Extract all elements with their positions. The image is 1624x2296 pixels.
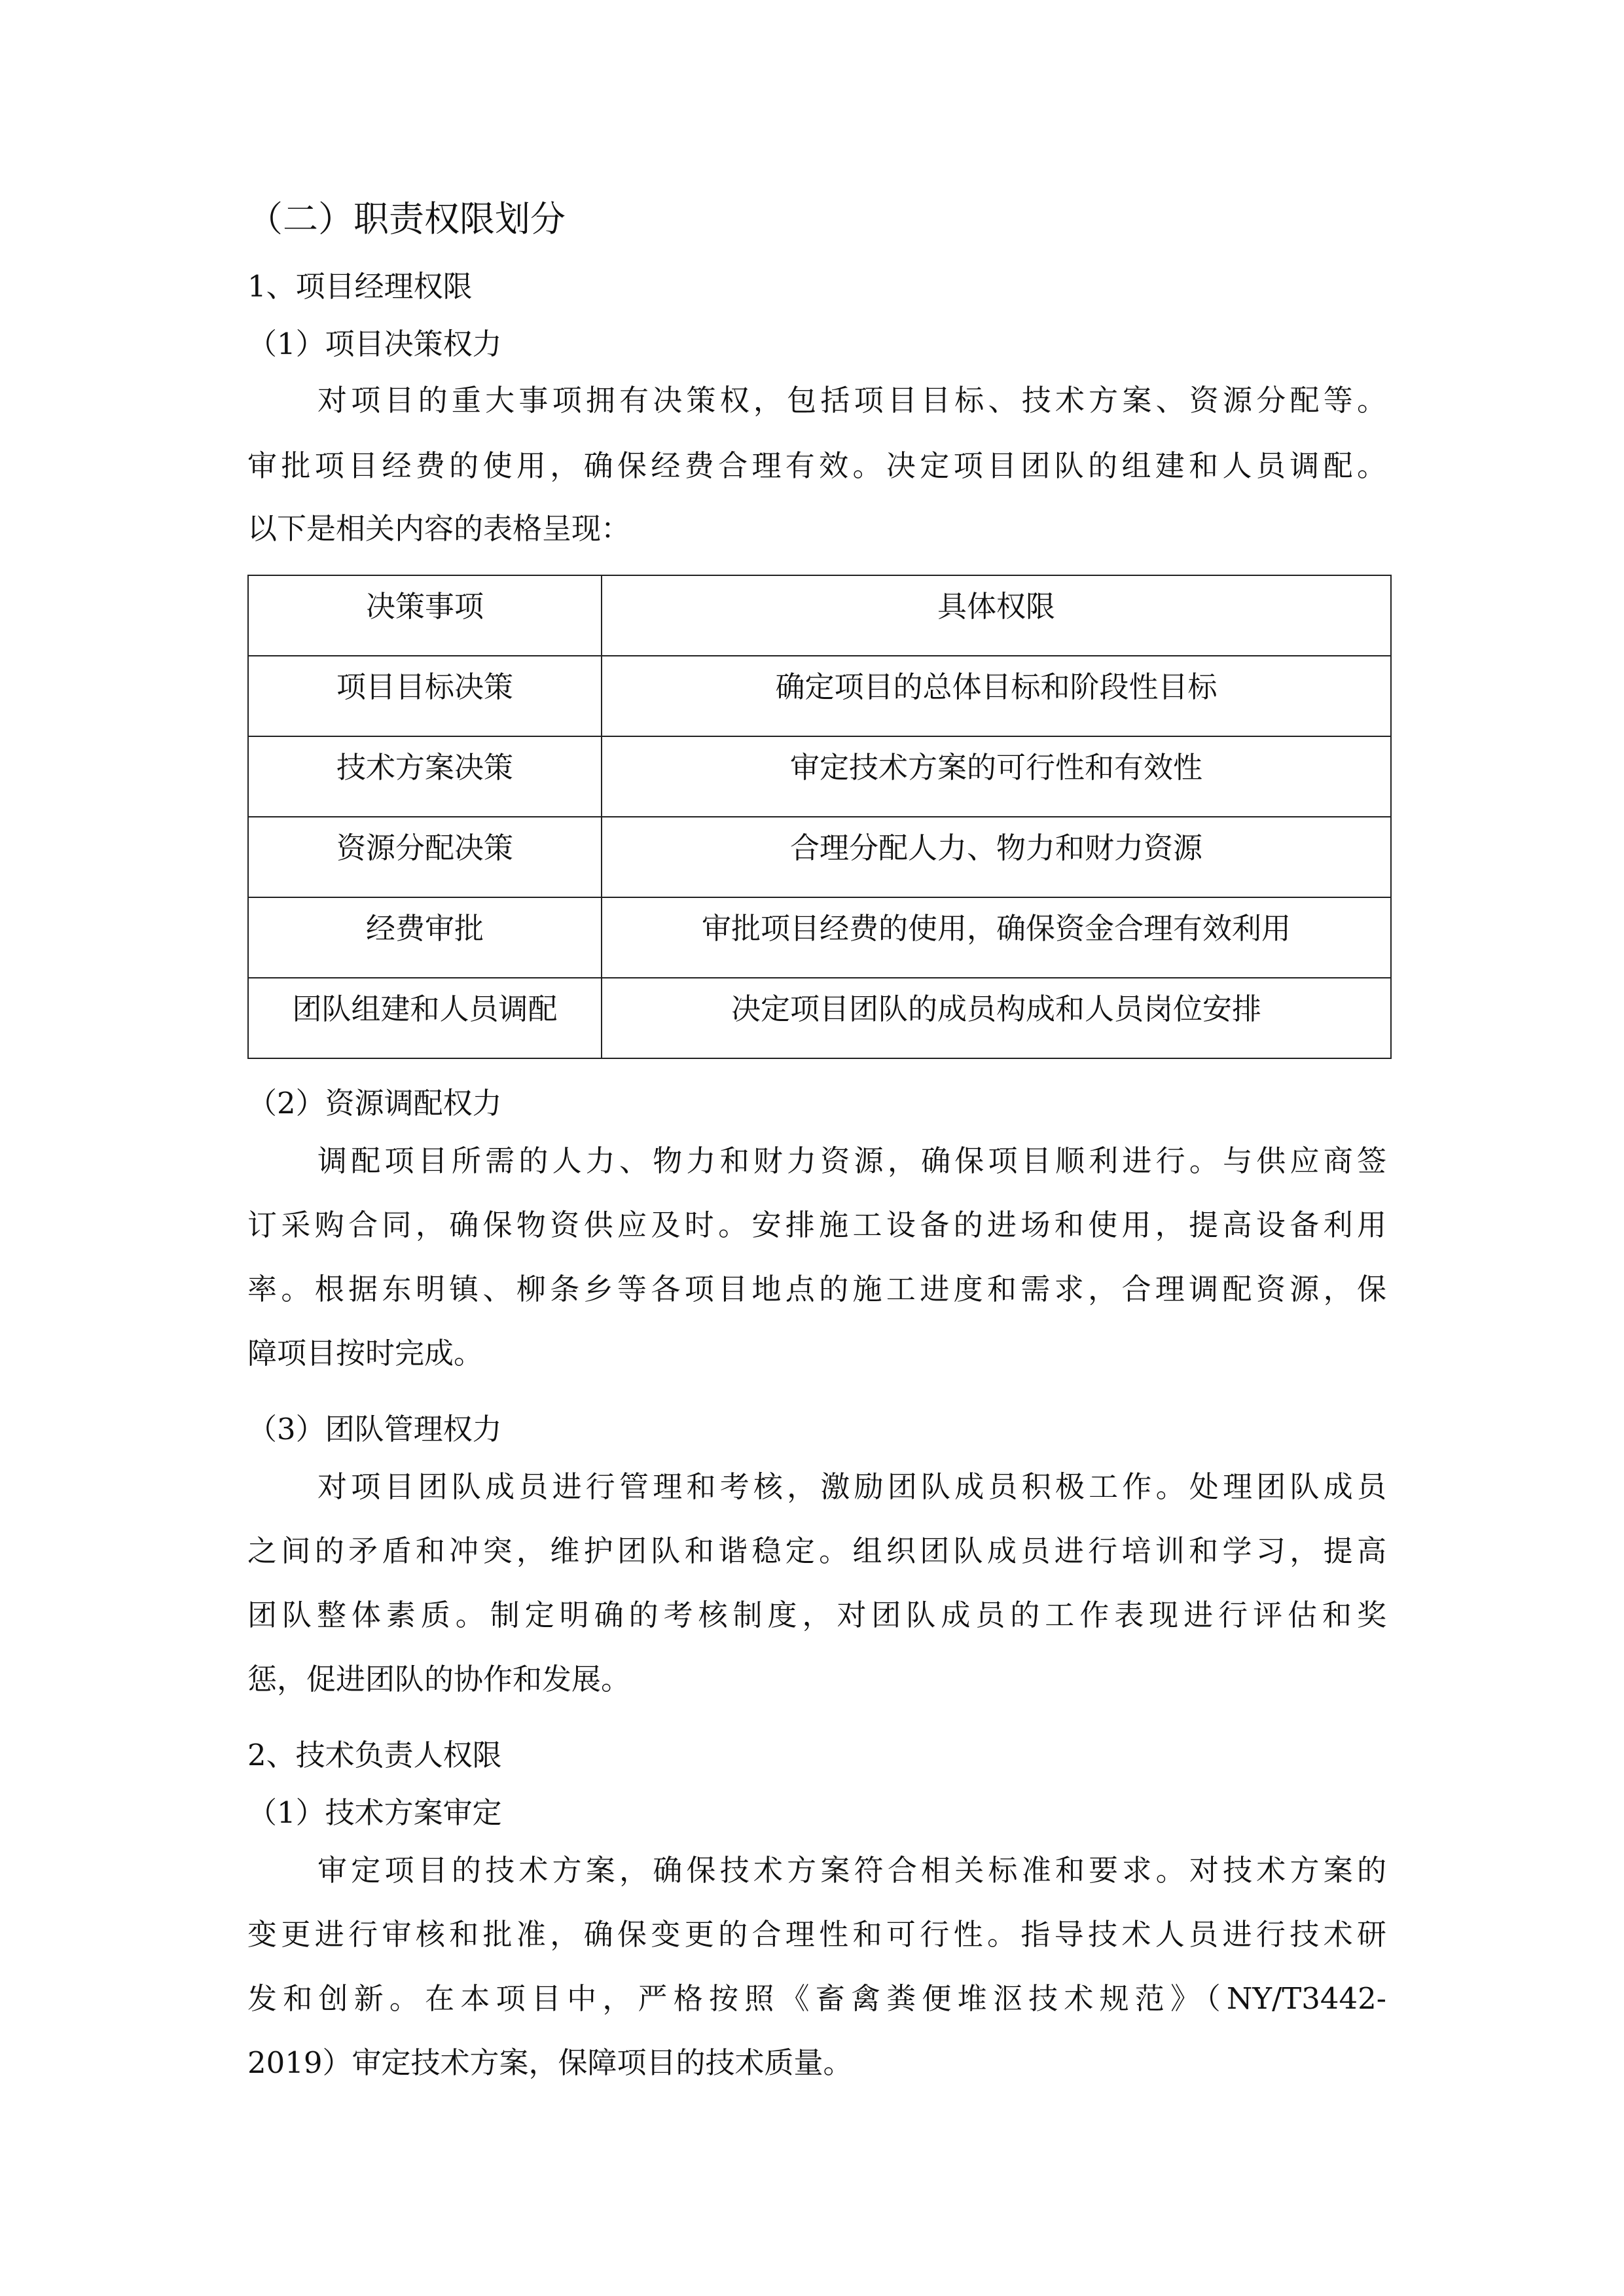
part1-sub2-line-4: 障项目按时完成。 (247, 1336, 484, 1371)
part2-sub1-line-4: 2019）审定技术方案，保障项目的技术质量。 (247, 2045, 853, 2080)
table-row (248, 736, 1391, 817)
part2-sub1-heading: （1）技术方案审定 (247, 1795, 502, 1830)
part1-sub3-line-3: 团队整体素质。制定明确的考核制度，对团队成员的工作表现进行评估和奖 (247, 1598, 1386, 1632)
part2-heading: 2、技术负责人权限 (247, 1738, 502, 1772)
table-cell: 合理分配人力、物力和财力资源 (602, 817, 1391, 897)
part1-sub2-line-2: 订采购合同，确保物资供应及时。安排施工设备的进场和使用，提高设备利用 (247, 1208, 1386, 1242)
part2-sub1-line-3: 发和创新。在本项目中，严格按照《畜禽粪便堆沤技术规范》（NY/T3442- (247, 1981, 1386, 2016)
table-row (248, 656, 1391, 736)
part1-sub2-line-3: 率。根据东明镇、柳条乡等各项目地点的施工进度和需求，合理调配资源，保 (247, 1272, 1386, 1306)
table-row (248, 817, 1391, 897)
part1-sub3-heading: （3）团队管理权力 (247, 1412, 502, 1446)
table-row (248, 897, 1391, 978)
part1-sub2-line-1: 调配项目所需的人力、物力和财力资源，确保项目顺利进行。与供应商签 (317, 1143, 1386, 1178)
part1-heading: 1、项目经理权限 (247, 269, 473, 304)
decision-authority-table (247, 575, 1392, 1059)
table-row (248, 978, 1391, 1058)
table-cell: 审批项目经费的使用，确保资金合理有效利用 (602, 897, 1391, 978)
table-header-cell: 具体权限 (602, 575, 1391, 656)
table-cell: 审定技术方案的可行性和有效性 (602, 736, 1391, 817)
table-header-cell: 决策事项 (248, 575, 602, 656)
part2-sub1-line-1: 审定项目的技术方案，确保技术方案符合相关标准和要求。对技术方案的 (317, 1853, 1386, 1888)
part1-sub3-line-1: 对项目团队成员进行管理和考核，激励团队成员积极工作。处理团队成员 (317, 1469, 1386, 1504)
part1-sub3-line-4: 惩，促进团队的协作和发展。 (247, 1662, 631, 1696)
part1-sub1-heading: （1）项目决策权力 (247, 327, 502, 361)
part2-sub1-line-2: 变更进行审核和批准，确保变更的合理性和可行性。指导技术人员进行技术研 (247, 1917, 1386, 1952)
table-cell: 技术方案决策 (248, 736, 602, 817)
table-cell: 确定项目的总体目标和阶段性目标 (602, 656, 1391, 736)
table-cell: 项目目标决策 (248, 656, 602, 736)
table-cell: 决定项目团队的成员构成和人员岗位安排 (602, 978, 1391, 1058)
part1-sub3-line-2: 之间的矛盾和冲突，维护团队和谐稳定。组织团队成员进行培训和学习，提高 (247, 1534, 1386, 1568)
table-cell: 经费审批 (248, 897, 602, 978)
table-header-row (248, 575, 1391, 656)
section-title: （二）职责权限划分 (247, 198, 566, 240)
part1-sub2-heading: （2）资源调配权力 (247, 1086, 502, 1121)
table-cell: 团队组建和人员调配 (248, 978, 602, 1058)
table-cell: 资源分配决策 (248, 817, 602, 897)
part1-sub1-line-3: 以下是相关内容的表格呈现： (247, 511, 631, 546)
part1-sub1-line-2: 审批项目经费的使用，确保经费合理有效。决定项目团队的组建和人员调配。 (247, 448, 1386, 483)
part1-sub1-line-1: 对项目的重大事项拥有决策权，包括项目目标、技术方案、资源分配等。 (317, 383, 1386, 418)
